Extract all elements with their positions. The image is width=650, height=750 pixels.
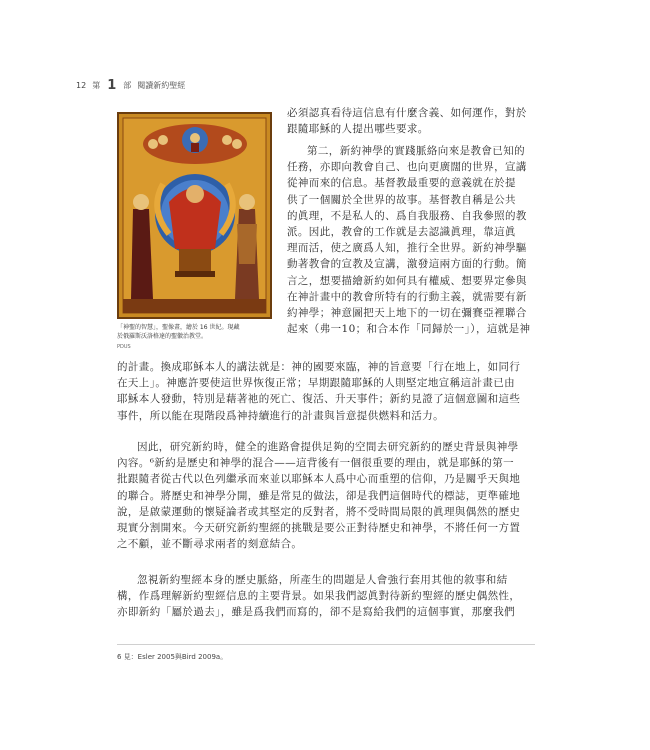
text-line: 批跟隨者從古代以色列繼承而來並以耶穌本人爲中心而重塑的信仰，乃是關乎天與地 bbox=[117, 473, 521, 486]
paragraph-1 bbox=[287, 105, 537, 137]
part-prefix: 第 bbox=[92, 81, 101, 90]
text-line: 約神學；神意圖把天上地下的一切在彌賽亞裡聯合 bbox=[287, 306, 527, 319]
figure-credit: PDUS bbox=[117, 344, 131, 350]
caption-line: 「神聖的智慧」，聖像畫，繪於 16 世紀。現藏 bbox=[117, 324, 240, 331]
paragraph-2 bbox=[287, 143, 537, 337]
part-suffix: 部 bbox=[123, 81, 132, 90]
text-line: 必須認真看待這信息有什麼含義、如何運作，對於 bbox=[287, 107, 527, 119]
text-line: 忽視新約聖經本身的歷史脈絡，所產生的問題是人會強行套用其他的敘事和結 bbox=[137, 574, 508, 586]
icon-painting-figure bbox=[117, 112, 272, 319]
text-line: 派。因此，教會的工作就是去認識眞理，靠這眞 bbox=[287, 225, 516, 238]
text-line: 亦即新約「屬於過去」，雖是爲我們而寫的，卻不是寫給我們的這個事實，那麼我們 bbox=[117, 606, 516, 619]
footnote-divider bbox=[117, 644, 535, 645]
part-number: 1 bbox=[107, 78, 117, 93]
icon-painting-image bbox=[119, 114, 270, 317]
text-line: 跟隨耶穌的人提出哪些要求。 bbox=[287, 123, 429, 136]
text-line: 起來（弗一10；和合本作「同歸於一」），這就是神 bbox=[287, 323, 531, 336]
text-line: 說，是啟蒙運動的懷疑論者或其堅定的反對者，將不受時間局限的眞理與偶然的歷史 bbox=[117, 505, 521, 518]
text-line: 之不顧，並不斷尋求兩者的刻意結合。 bbox=[117, 538, 303, 551]
part-title: 閱讀新約聖經 bbox=[137, 81, 186, 90]
text-line: 構，作爲理解新約聖經信息的主要背景。如果我們認眞對待新約聖經的歷史偶然性， bbox=[117, 590, 521, 603]
text-line: 內容。⁶新約是歷史和神學的混合——這背後有一個很重要的理由，就是耶穌的第一 bbox=[117, 457, 515, 470]
footnote: 6 見：Esler 2005與Bird 2009a。 bbox=[117, 653, 228, 661]
text-line: 的計畫。換成耶穌本人的講法就是：神的國要來臨，神的旨意要「行在地上，如同行 bbox=[117, 361, 521, 373]
caption-line: 於俄羅斯沃洛格達的聖徽治教堂。 bbox=[117, 333, 208, 340]
running-head bbox=[76, 78, 185, 93]
figure-caption bbox=[117, 323, 277, 341]
page-number: 12 bbox=[76, 81, 87, 90]
text-line: 供了一個關於全世界的故事。基督教自稱是公共 bbox=[287, 193, 516, 206]
text-line: 任務，亦即向教會自己、也向更廣闊的世界，宣講 bbox=[287, 161, 527, 174]
text-line: 現實分割開來。今天研究新約聖經的挑戰是要公正對待歷史和神學，不將任何一方置 bbox=[117, 521, 521, 534]
text-line: 因此，研究新約時，健全的進路會提供足夠的空間去研究新約的歷史背景與神學 bbox=[137, 441, 519, 453]
text-line: 的眞理，不是私人的、爲自我服務、自我參照的教 bbox=[287, 209, 527, 222]
text-line: 動著教會的宣教及宣講，激發這兩方面的行動。簡 bbox=[287, 258, 527, 271]
text-line: 在天上」。神應許要使這世界恢復正常；早期跟隨耶穌的人則堅定地宣稱這計畫已由 bbox=[117, 377, 516, 390]
text-line: 理而活，使之廣爲人知，推行全世界。新約神學驅 bbox=[287, 242, 527, 255]
text-line: 事件，所以能在現階段爲神持續進行的計畫與旨意提供燃料和活力。 bbox=[117, 409, 444, 422]
paragraph-4 bbox=[117, 572, 537, 621]
text-line: 第二，新約神學的實踐脈絡向來是教會已知的 bbox=[307, 145, 525, 157]
paragraph-2-continued bbox=[117, 359, 537, 424]
paragraph-3 bbox=[117, 439, 537, 552]
text-line: 言之，想要描繪新約如何具有權威、想要界定參與 bbox=[287, 274, 527, 287]
text-line: 的聯合。將歷史和神學分開，雖是常見的做法，卻是我們這個時代的標誌，更準確地 bbox=[117, 489, 521, 502]
text-line: 耶穌本人發動，特別是藉著祂的死亡、復活、升天事件；新約見證了這個意圖和這些 bbox=[117, 393, 521, 406]
text-line: 從神而來的信息。基督教最重要的意義就在於提 bbox=[287, 177, 516, 190]
text-line: 在神計畫中的教會所特有的行動主義，就需要有新 bbox=[287, 290, 527, 303]
